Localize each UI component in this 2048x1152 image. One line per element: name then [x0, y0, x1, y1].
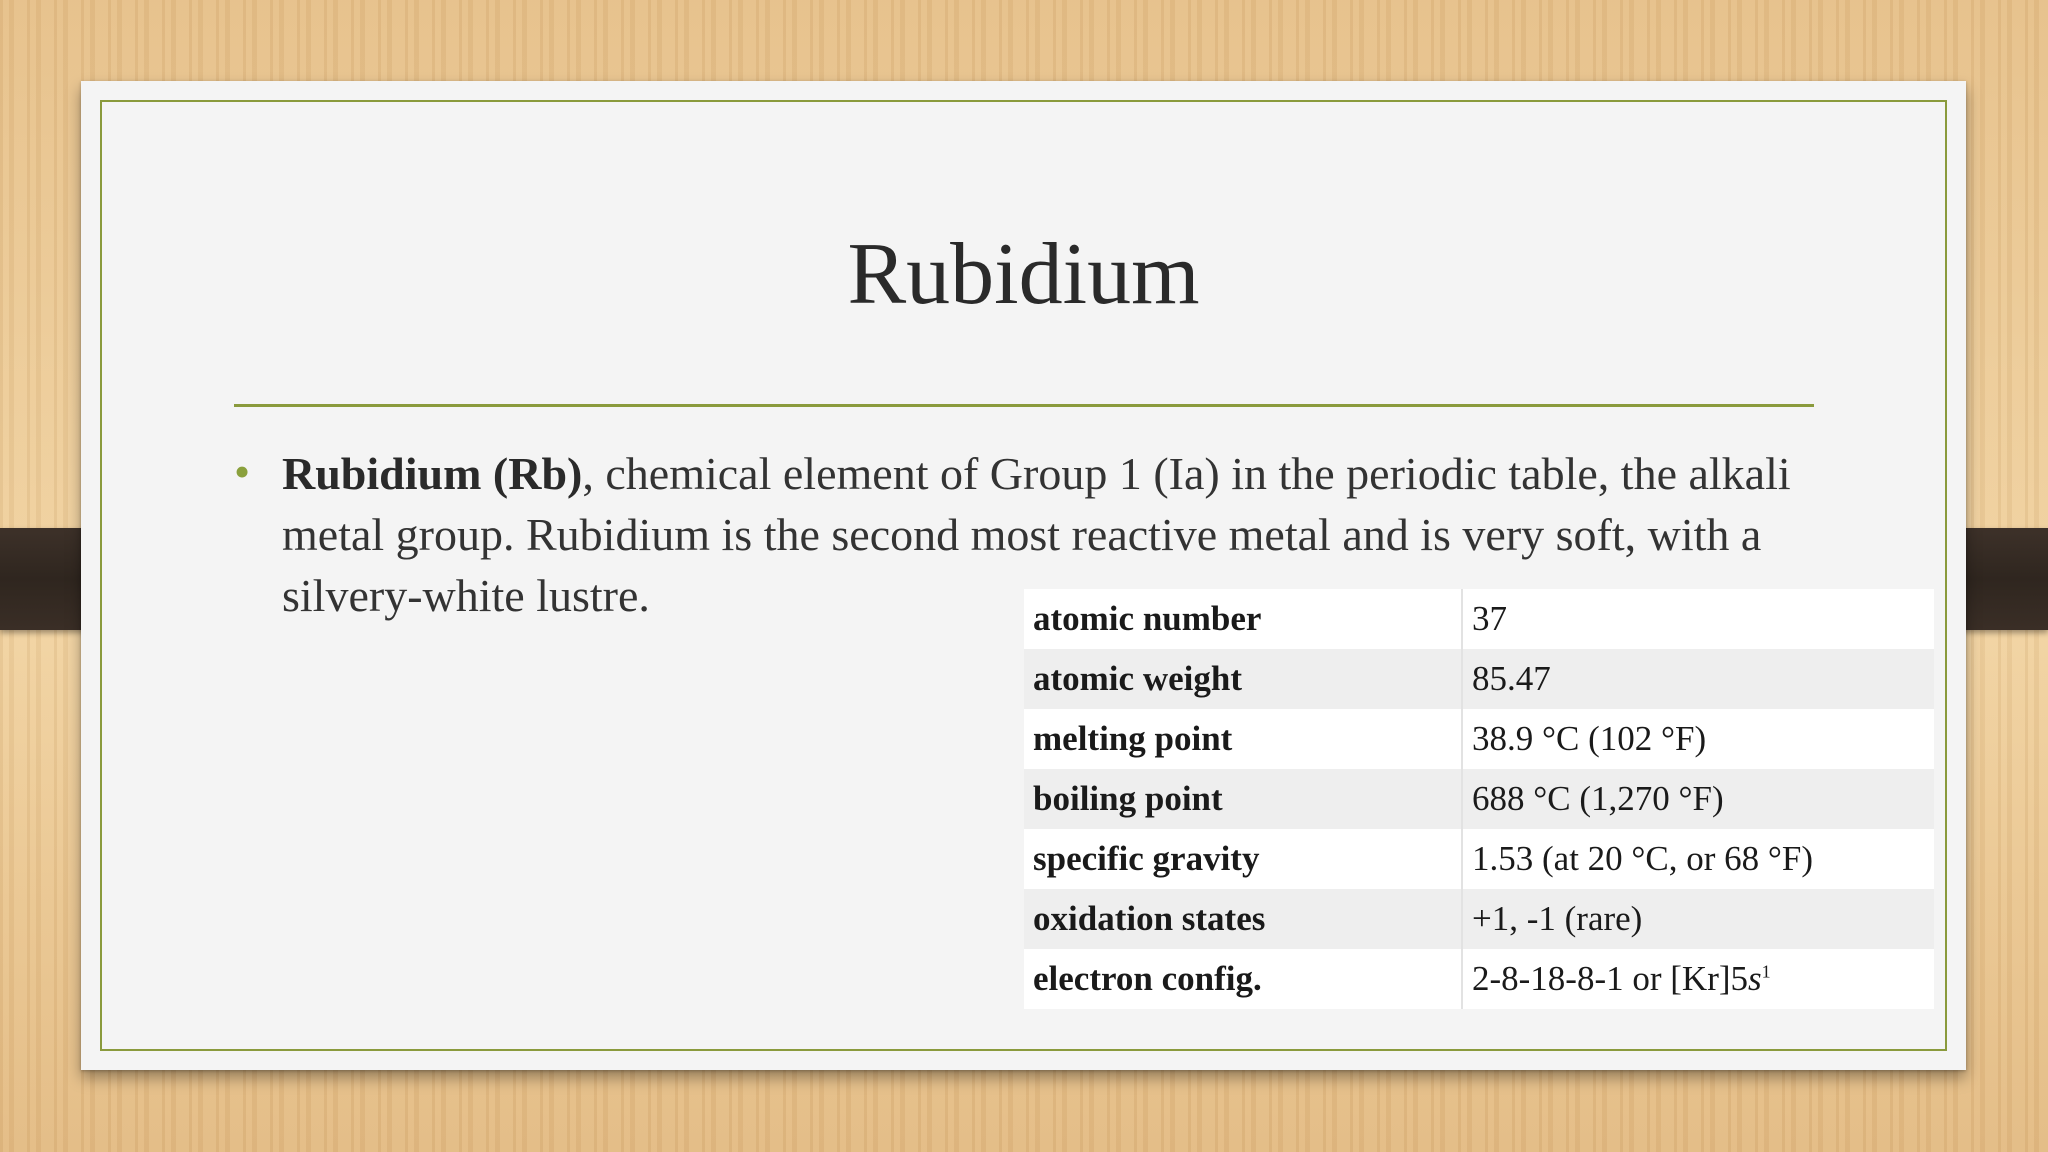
table-row	[1024, 649, 1934, 709]
table-row	[1024, 889, 1934, 949]
table-row	[1024, 589, 1934, 649]
slide-title: Rubidium	[847, 226, 1200, 323]
table-row	[1024, 769, 1934, 829]
property-label: specific gravity	[1024, 829, 1462, 889]
properties-table	[1024, 589, 1934, 1009]
property-label: atomic weight	[1024, 649, 1462, 709]
electron-config-base: 2-8-18-8-1 or [Kr]5	[1472, 959, 1749, 998]
property-value: 38.9 °C (102 °F)	[1462, 709, 1934, 769]
property-value: 1.53 (at 20 °C, or 68 °F)	[1462, 829, 1934, 889]
property-label: electron config.	[1024, 949, 1462, 1009]
property-value: 688 °C (1,270 °F)	[1462, 769, 1934, 829]
property-label: oxidation states	[1024, 889, 1462, 949]
slide	[81, 81, 1966, 1070]
property-label: boiling point	[1024, 769, 1462, 829]
electron-config-orbital: s	[1748, 959, 1762, 998]
property-label: atomic number	[1024, 589, 1462, 649]
table-row	[1024, 829, 1934, 889]
property-label: melting point	[1024, 709, 1462, 769]
bullet-icon: •	[234, 446, 251, 497]
property-value: 37	[1462, 589, 1934, 649]
bullet-text: , chemical element of Group 1 (Ia) in the periodic table, the alkali metal group. Rubidium is the second most reactive metal and is very soft, with a silvery-white lustre.	[282, 448, 1791, 621]
property-value: 85.47	[1462, 649, 1934, 709]
table-row	[1024, 949, 1934, 1009]
property-value	[1462, 949, 1934, 1009]
table-row	[1024, 709, 1934, 769]
electron-config-superscript: 1	[1761, 961, 1771, 982]
bullet-bold-term: Rubidium (Rb)	[282, 448, 583, 499]
property-value: +1, -1 (rare)	[1462, 889, 1934, 949]
title-divider	[234, 404, 1814, 407]
